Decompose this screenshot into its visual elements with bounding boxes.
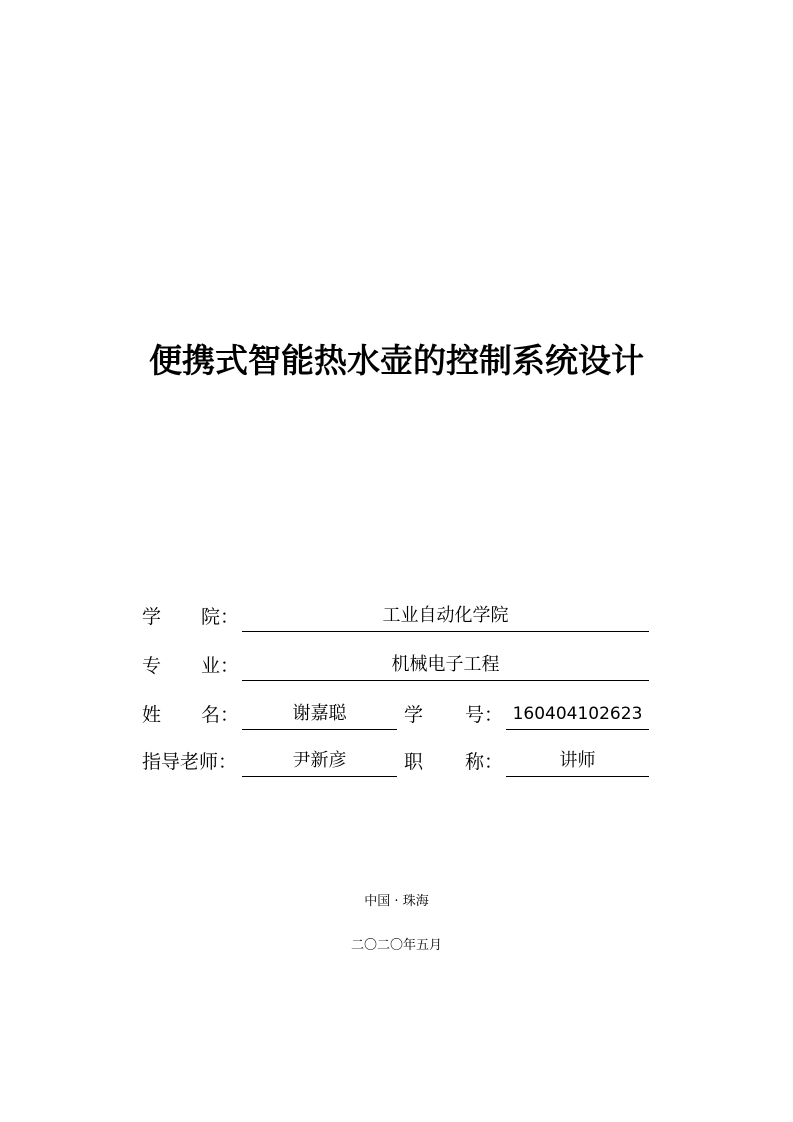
advisor-label: 指导老师： <box>142 751 238 773</box>
college-label-char-2: 院： <box>201 606 240 628</box>
college-label-char-1: 学 <box>142 606 162 628</box>
name-id-row <box>0 699 793 733</box>
rank-label-char-1: 职 <box>404 751 424 773</box>
college-field: 工业自动化学院 <box>242 603 649 632</box>
name-field: 谢嘉聪 <box>242 701 397 730</box>
advisor-field: 尹新彦 <box>242 748 397 777</box>
major-label-char-2: 业： <box>201 655 240 677</box>
date-text: 二〇二〇年五月 <box>350 938 442 953</box>
location-text: 中国 · 珠海 <box>364 894 429 909</box>
major-row <box>0 650 793 684</box>
major-field: 机械电子工程 <box>242 652 649 681</box>
student-id-label-char-2: 号： <box>465 704 504 726</box>
student-id-field: 160404102623 <box>506 701 649 730</box>
college-row <box>0 601 793 635</box>
name-label-char-1: 姓 <box>142 704 162 726</box>
document-title: 便携式智能热水壶的控制系统设计 <box>149 341 644 380</box>
advisor-rank-row <box>0 746 793 780</box>
name-label-char-2: 名： <box>201 704 240 726</box>
student-id-label-char-1: 学 <box>404 704 424 726</box>
rank-label-char-2: 称： <box>465 751 504 773</box>
rank-field: 讲师 <box>506 748 649 777</box>
major-label-char-1: 专 <box>142 655 162 677</box>
